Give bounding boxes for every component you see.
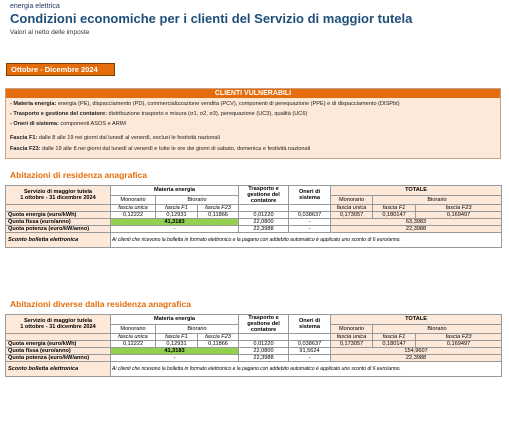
cell-energia-oneri: 0,038637 (289, 212, 331, 219)
cell-fissa-energia: 41,3183 (111, 348, 239, 355)
vulnerable-clients-box (5, 88, 501, 159)
fascia-f23-label: fascia F23 (198, 334, 239, 341)
header-kicker: energia elettrica (10, 3, 60, 10)
energia-monorario: Monorario (111, 324, 156, 334)
energia-biorario: Biorario (156, 195, 239, 205)
cell-fissa-energia: 41,3183 (111, 219, 239, 226)
cell-potenza-oneri: - (289, 355, 331, 362)
row-label-sconto: Sconto bolletta elettronica (6, 362, 111, 377)
cell-energia-tot-mono: 0,173057 (331, 341, 373, 348)
cell-fissa-trasporto: 22,0800 (239, 219, 289, 226)
section-title-non-residenti: Abitazioni diverse dalla residenza anagrafica (10, 299, 191, 309)
vulnerable-line-fascia-f23: Fascia F23: dalle 19 alle 8 nei giorni dal lunedì al venerdì e tutte le ore dei giorni di sabato, domenica e festività nazionali (10, 146, 311, 152)
vulnerable-line-oneri: - Oneri di sistema: componenti ASOS e ARIM (10, 121, 126, 127)
totale-biorario: Biorario (373, 195, 502, 205)
vulnerable-heading: CLIENTI VULNERABILI (6, 89, 500, 98)
cell-potenza-energia: - (111, 226, 239, 233)
table-fascia-row (6, 334, 502, 341)
tot-fascia-f23-label: fascia F23 (416, 205, 502, 212)
cell-potenza-totale: 22,3988 (331, 355, 502, 362)
table-row (6, 233, 502, 248)
cell-energia-tot-f23: 0,169497 (416, 341, 502, 348)
tot-fascia-f23-label: fascia F23 (416, 334, 502, 341)
cell-energia-tot-f1: 0,180147 (373, 212, 416, 219)
section-title-residenti: Abitazioni di residenza anagrafica (10, 170, 147, 180)
row-label-fissa: Quota fissa (euro/anno) (6, 348, 111, 355)
cell-potenza-trasporto: 22,3988 (239, 226, 289, 233)
cell-fissa-oneri: - (289, 219, 331, 226)
cell-potenza-oneri: - (289, 226, 331, 233)
cell-fissa-oneri: 91,5624 (289, 348, 331, 355)
cell-potenza-energia: - (111, 355, 239, 362)
sconto-note: Ai clienti che ricevono la bolletta in formato elettronico e la pagano con addebito automatico è applicato uno sconto di 6 euro/anno. (111, 233, 502, 248)
tot-fascia-f1-label: fascia F1 (373, 205, 416, 212)
tariff-table-residenti (5, 185, 502, 248)
energia-header: Materia energia (111, 315, 239, 325)
vulnerable-line-fascia-f1: Fascia F1: dalle 8 alle 19 nei giorni dal lunedì al venerdì, esclusi le festività nazionali (10, 135, 220, 141)
row-label-energia: Quota energia (euro/kWh) (6, 212, 111, 219)
cell-energia-trasporto: 0,01220 (239, 212, 289, 219)
vulnerable-line-trasporto: - Trasporto e gestione del contatore: distribuzione trasporto e misura (σ1, σ2, σ3), perequazione (UC3), qualità (UC6) (10, 111, 308, 117)
cell-energia-tot-f23: 0,169497 (416, 212, 502, 219)
sconto-note: Ai clienti che ricevono la bolletta in formato elettronico e la pagano con addebito automatico è applicato uno sconto di 6 euro/anno. (111, 362, 502, 377)
table-row (6, 341, 502, 348)
period-badge: Ottobre - Dicembre 2024 (6, 63, 115, 76)
table-row (6, 355, 502, 362)
table-row (6, 362, 502, 377)
cell-potenza-totale: 22,3988 (331, 226, 502, 233)
energia-biorario: Biorario (156, 324, 239, 334)
cell-energia-mono: 0,12222 (111, 341, 156, 348)
table-fascia-row (6, 205, 502, 212)
tot-fascia-unica-label: fascia unica (331, 334, 373, 341)
table-header-row (6, 315, 502, 325)
tariff-table-non-residenti (5, 314, 502, 377)
tot-fascia-unica-label: fascia unica (331, 205, 373, 212)
cell-energia-f1: 0,12931 (156, 341, 198, 348)
cell-energia-f23: 0,11866 (198, 341, 239, 348)
cell-energia-trasporto: 0,01220 (239, 341, 289, 348)
cell-energia-f1: 0,12931 (156, 212, 198, 219)
totale-header: TOTALE (331, 186, 502, 196)
row-label-fissa: Quota fissa (euro/anno) (6, 219, 111, 226)
table-row (6, 219, 502, 226)
page-title: Condizioni economiche per i clienti del Servizio di maggior tutela (10, 11, 413, 26)
trasporto-header: Trasporto e gestione del contatore (239, 315, 289, 334)
energia-monorario: Monorario (111, 195, 156, 205)
service-header: Servizio di maggior tutela 1 ottobre - 31 dicembre 2024 (6, 315, 111, 334)
cell-energia-tot-f1: 0,180147 (373, 341, 416, 348)
cell-energia-mono: 0,12222 (111, 212, 156, 219)
table-row (6, 348, 502, 355)
fascia-unica-label: fascia unica (111, 205, 156, 212)
cell-fissa-totale: 154,9607 (331, 348, 502, 355)
row-label-sconto: Sconto bolletta elettronica (6, 233, 111, 248)
service-header: Servizio di maggior tutela 1 ottobre - 31 dicembre 2024 (6, 186, 111, 205)
fascia-f1-label: fascia F1 (156, 205, 198, 212)
trasporto-header: Trasporto e gestione del contatore (239, 186, 289, 205)
page-subtitle: Valori al netto delle imposte (10, 29, 90, 36)
cell-fissa-totale: 63,3983 (331, 219, 502, 226)
cell-fissa-trasporto: 22,0800 (239, 348, 289, 355)
table-row (6, 226, 502, 233)
totale-monorario: Monorario (331, 324, 373, 334)
row-label-potenza: Quota potenza (euro/kW/anno) (6, 355, 111, 362)
table-row (6, 212, 502, 219)
totale-biorario: Biorario (373, 324, 502, 334)
cell-energia-tot-mono: 0,173057 (331, 212, 373, 219)
cell-energia-f23: 0,11866 (198, 212, 239, 219)
vulnerable-line-energia: - Materia energia: energia (PE), dispacciamento (PD), commercializzazione vendita (PCV), componenti di perequazione (PPE) e di dispacciamento (DISPbt) (10, 101, 400, 107)
row-label-potenza: Quota potenza (euro/kW/anno) (6, 226, 111, 233)
energia-header: Materia energia (111, 186, 239, 196)
fascia-unica-label: fascia unica (111, 334, 156, 341)
totale-monorario: Monorario (331, 195, 373, 205)
oneri-header: Oneri di sistema (289, 315, 331, 334)
row-label-energia: Quota energia (euro/kWh) (6, 341, 111, 348)
oneri-header: Oneri di sistema (289, 186, 331, 205)
cell-energia-oneri: 0,038637 (289, 341, 331, 348)
totale-header: TOTALE (331, 315, 502, 325)
fascia-f23-label: fascia F23 (198, 205, 239, 212)
cell-potenza-trasporto: 22,3988 (239, 355, 289, 362)
tot-fascia-f1-label: fascia F1 (373, 334, 416, 341)
fascia-f1-label: fascia F1 (156, 334, 198, 341)
table-header-row (6, 186, 502, 196)
